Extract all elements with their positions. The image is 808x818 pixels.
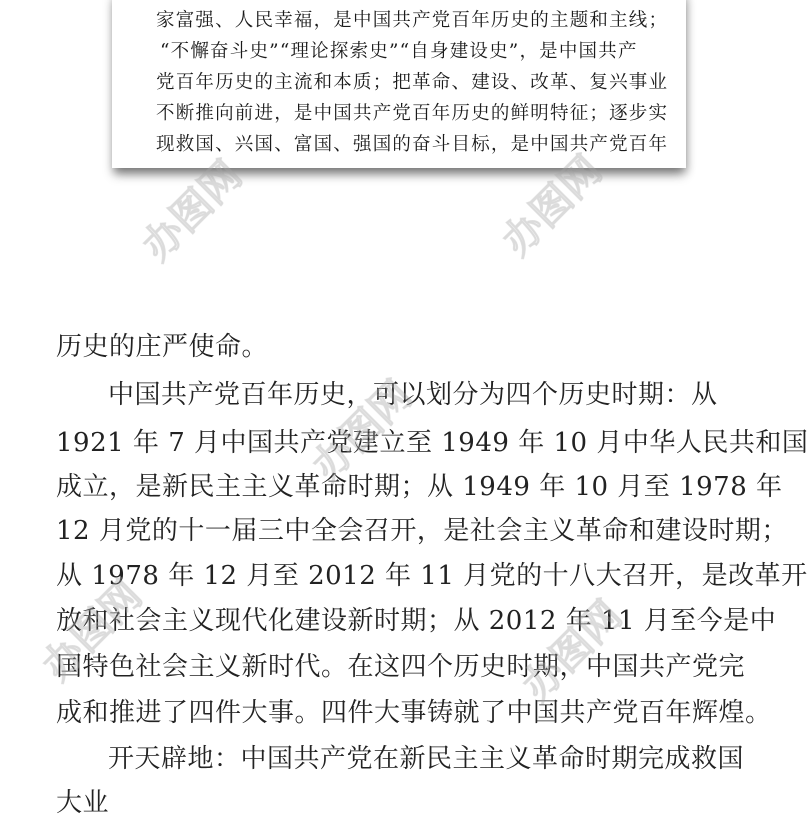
body-line: 开天辟地：中国共产党在新民主主义革命时期完成救国 [108, 744, 745, 774]
body-line: 历史的庄严使命。 [56, 332, 269, 362]
excerpt-line: 家富强、人民幸福，是中国共产党百年历史的主题和主线； [156, 10, 669, 31]
body-line: 大业 [56, 788, 110, 818]
body-line: 成和推进了四件大事。四件大事铸就了中国共产党百年辉煌。 [56, 698, 772, 728]
body-line: 成立，是新民主主义革命时期；从 1949 年 10 月至 1978 年 [56, 472, 783, 502]
body-line: 国特色社会主义新时代。在这四个历史时期，中国共产党完 [56, 652, 746, 682]
body-line: 12 月党的十一届三中全会召开，是社会主义革命和建设时期； [56, 516, 788, 546]
body-line: 从 1978 年 12 月至 2012 年 11 月党的十八大召开，是改革开 [56, 561, 808, 591]
watermark: 办图网 [303, 372, 422, 490]
body-line: 1921 年 7 月中国共产党建立至 1949 年 10 月中华人民共和国 [56, 428, 808, 458]
watermark: 办图网 [33, 572, 152, 690]
body-line: 放和社会主义现代化建设新时期；从 2012 年 11 月至今是中 [56, 606, 777, 636]
excerpt-line: 不断推向前进，是中国共产党百年历史的鲜明特征；逐步实 [156, 103, 669, 124]
watermark: 办图网 [133, 152, 252, 270]
watermark: 办图网 [513, 592, 632, 710]
excerpt-line: “不懈奋斗史”“理论探索史”“自身建设史”，是中国共产 [160, 41, 638, 62]
watermark: 办图网 [493, 147, 612, 265]
excerpt-line: 现救国、兴国、富国、强国的奋斗目标，是中国共产党百年 [156, 134, 669, 155]
excerpt-line: 党百年历史的主流和本质；把革命、建设、改革、复兴事业 [156, 72, 669, 93]
body-line: 中国共产党百年历史，可以划分为四个历史时期：从 [108, 380, 718, 410]
excerpt-box [112, 0, 686, 168]
